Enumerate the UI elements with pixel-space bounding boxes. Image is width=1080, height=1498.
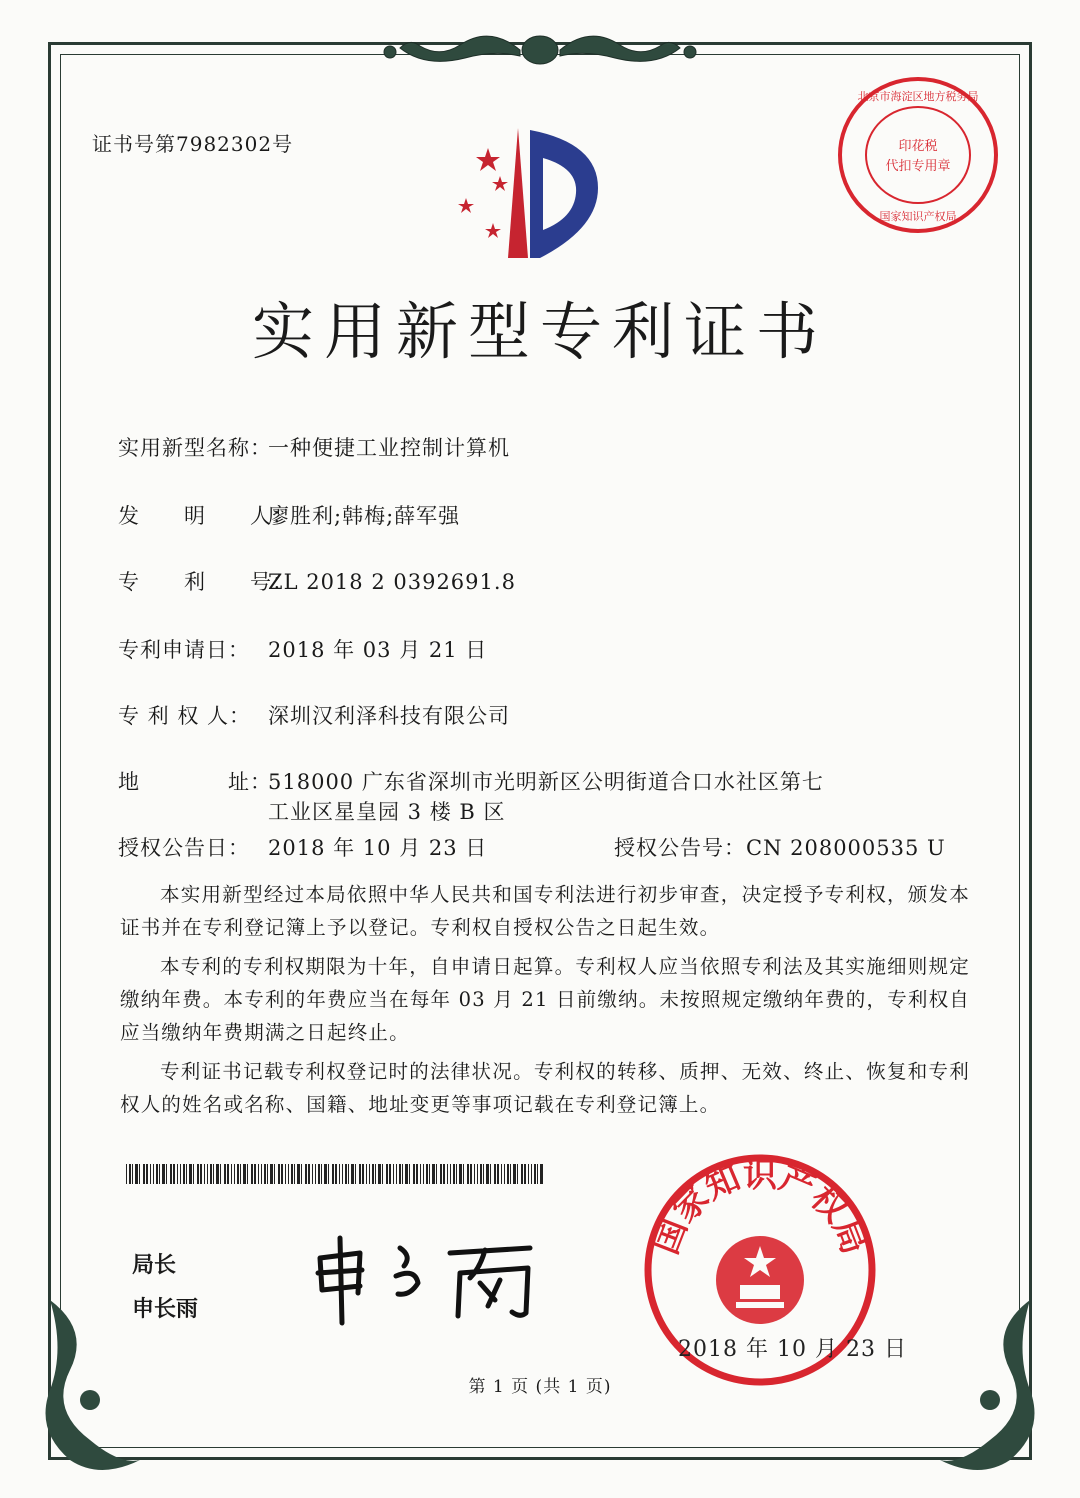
svg-text:北京市海淀区地方税务局: 北京市海淀区地方税务局 — [857, 90, 979, 103]
seal-date: 2018 年 10 月 23 日 — [678, 1337, 907, 1362]
field-inventors — [118, 500, 460, 530]
field-filing-date — [118, 634, 487, 664]
field-label: 实用新型名称： — [118, 436, 272, 460]
field-value: 2018 年 10 月 23 日 — [268, 836, 488, 860]
field-value: 518000 广东省深圳市光明新区公明街道合口水社区第七 — [268, 770, 824, 794]
top-ornament-icon — [370, 20, 710, 78]
field-value: 廖胜利;韩梅;薛军强 — [268, 504, 461, 528]
field-label: 专 利 权 人： — [118, 704, 252, 728]
page-number: 第 1 页 (共 1 页) — [468, 1377, 612, 1397]
field-value: 深圳汉利泽科技有限公司 — [268, 704, 510, 728]
barcode-icon — [126, 1164, 546, 1184]
field-label: 授权公告号： — [614, 836, 746, 860]
field-address — [118, 766, 824, 796]
certificate-title: 实用新型专利证书 — [251, 295, 828, 368]
certificate-number: 证书号第7982302号 — [92, 132, 294, 156]
svg-text:国家知识产权局: 国家知识产权局 — [645, 1155, 875, 1260]
field-grant-publication-number — [614, 832, 946, 862]
tax-stamp-icon — [828, 70, 1008, 240]
svg-text:国家知识产权局: 国家知识产权局 — [879, 210, 957, 223]
field-value: CN 208000535 U — [746, 836, 946, 860]
field-address-line2: 工业区星皇园 3 楼 B 区 — [268, 800, 506, 824]
svg-text:代扣专用章: 代扣专用章 — [885, 159, 951, 174]
director-name: 申长雨 — [132, 1297, 199, 1322]
field-label: 地 址： — [118, 770, 272, 794]
field-value: 一种便捷工业控制计算机 — [268, 436, 510, 460]
body-paragraph: 本专利的专利权期限为十年，自申请日起算。专利权人应当依照专利法及其实施细则规定缴纳年费。本专利的年费应当在每年 03 月 21 日前缴纳。未按照规定缴纳年费的，专利权自应当缴纳年费期满之日起终止。 — [120, 955, 970, 1044]
certificate-body — [120, 878, 970, 1127]
director-signature-icon — [300, 1228, 560, 1328]
field-value: 2018 年 03 月 21 日 — [268, 638, 488, 662]
field-value: ZL 2018 2 0392691.8 — [268, 570, 516, 594]
director-title: 局长 — [132, 1253, 177, 1278]
field-label: 发 明 人： — [118, 504, 294, 528]
svg-text:印花税: 印花税 — [898, 139, 938, 154]
body-paragraph: 专利证书记载专利权登记时的法律状况。专利权的转移、质押、无效、终止、恢复和专利权人的姓名或名称、国籍、地址变更等事项记载在专利登记簿上。 — [120, 1060, 970, 1116]
field-label: 授权公告日： — [118, 836, 250, 860]
field-patentee — [118, 700, 510, 730]
field-label: 专 利 号： — [118, 570, 294, 594]
field-utility-model-name — [118, 432, 510, 462]
body-paragraph: 本实用新型经过本局依照中华人民共和国专利法进行初步审查，决定授予专利权，颁发本证书并在专利登记簿上予以登记。专利权自授权公告之日起生效。 — [120, 883, 970, 939]
field-grant-date — [118, 832, 487, 862]
patent-office-emblem-icon — [448, 118, 618, 268]
field-label: 专利申请日： — [118, 638, 250, 662]
field-patent-number — [118, 566, 516, 596]
